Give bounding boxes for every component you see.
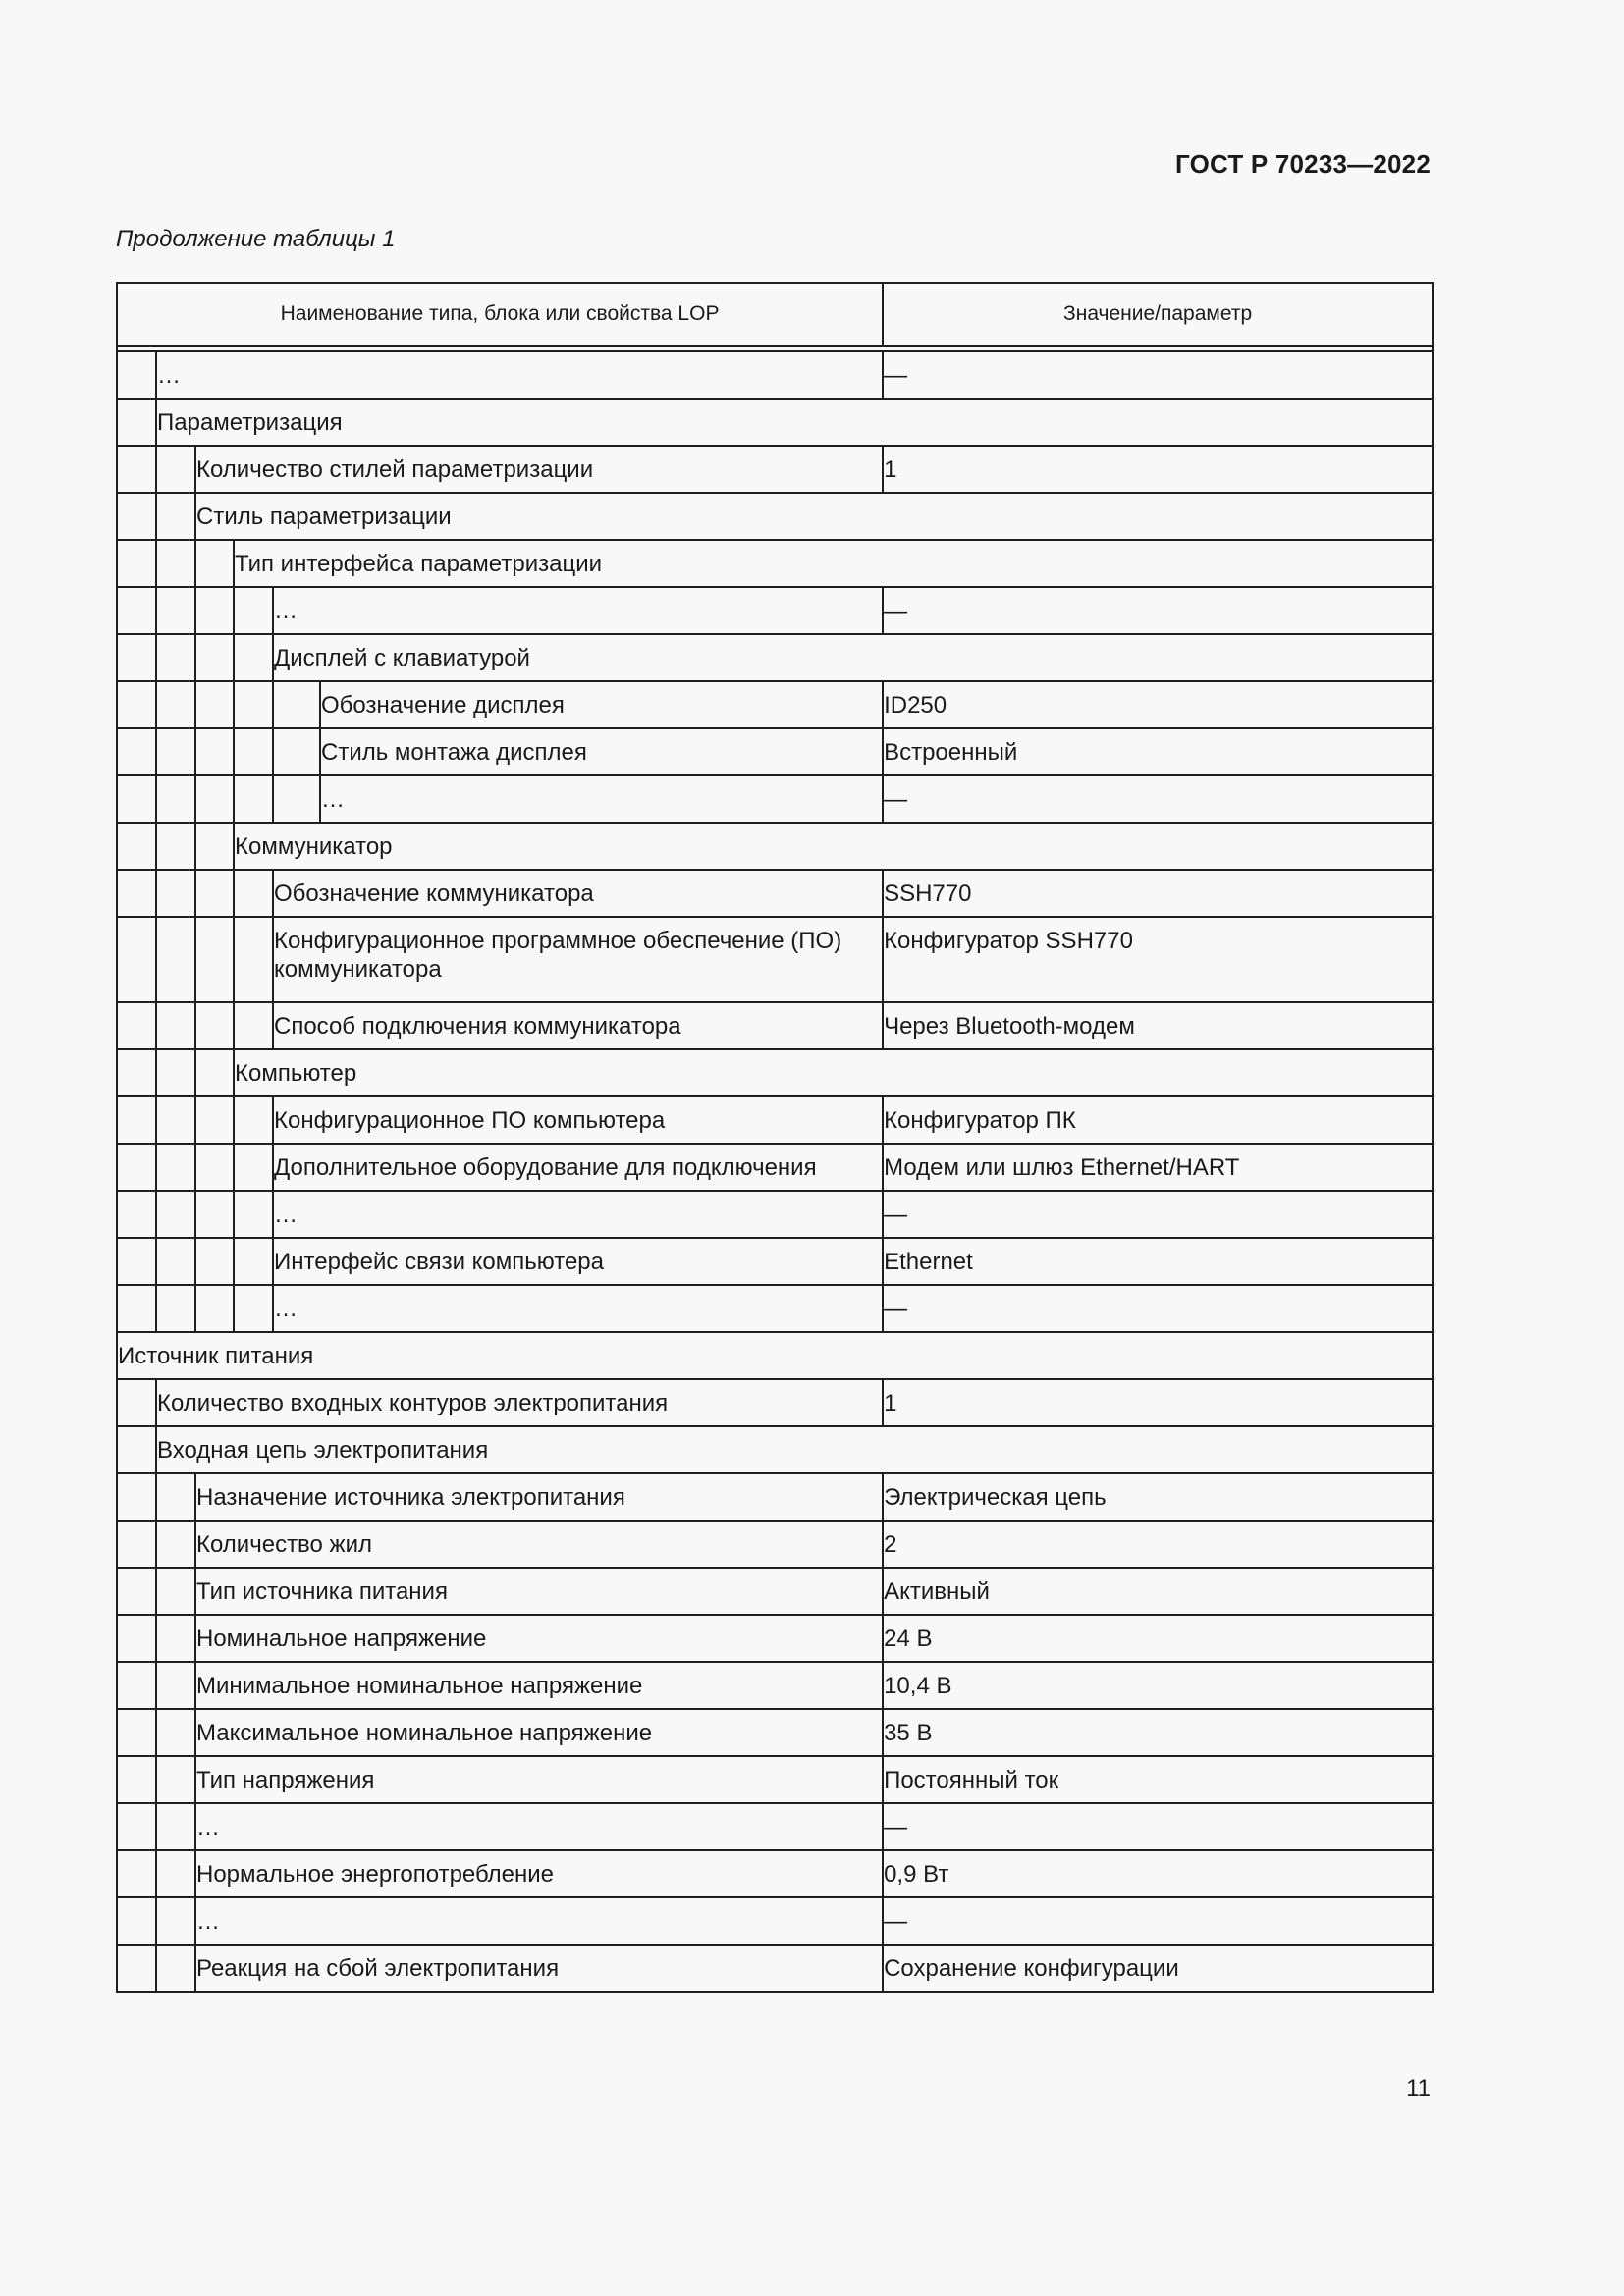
indent-cell: [195, 587, 234, 634]
row-value: —: [883, 1285, 1433, 1332]
indent-cell: [156, 446, 195, 493]
table-row: [117, 1615, 1433, 1662]
row-value: 1: [883, 446, 1433, 493]
indent-cell: [156, 1238, 195, 1285]
table-row: [117, 1473, 1433, 1521]
row-name: Тип интерфейса параметризации: [234, 540, 1433, 587]
indent-cell: [117, 1002, 156, 1049]
indent-cell: [234, 1238, 273, 1285]
row-name: Стиль монтажа дисплея: [320, 728, 883, 775]
row-name: …: [195, 1897, 883, 1945]
indent-cell: [195, 1285, 234, 1332]
indent-cell: [117, 728, 156, 775]
row-name: …: [156, 351, 883, 399]
table-row: [117, 775, 1433, 823]
row-name: Способ подключения коммуникатора: [273, 1002, 883, 1049]
document-id: ГОСТ Р 70233—2022: [1175, 149, 1431, 179]
indent-cell: [117, 1144, 156, 1191]
table-row: [117, 1709, 1433, 1756]
row-name: Обозначение коммуникатора: [273, 870, 883, 917]
row-name: Количество стилей параметризации: [195, 446, 883, 493]
indent-cell: [117, 351, 156, 399]
row-value: —: [883, 1191, 1433, 1238]
row-value: Конфигуратор SSH770: [883, 917, 1433, 1002]
table-row: [117, 1803, 1433, 1850]
indent-cell: [156, 587, 195, 634]
row-value: SSH770: [883, 870, 1433, 917]
indent-cell: [117, 634, 156, 681]
indent-cell: [195, 1191, 234, 1238]
indent-cell: [117, 1426, 156, 1473]
indent-cell: [156, 1803, 195, 1850]
table-row: [117, 1897, 1433, 1945]
row-value: Электрическая цепь: [883, 1473, 1433, 1521]
row-name: Интерфейс связи компьютера: [273, 1238, 883, 1285]
row-name: Реакция на сбой электропитания: [195, 1945, 883, 1992]
row-name: Максимальное номинальное напряжение: [195, 1709, 883, 1756]
indent-cell: [234, 870, 273, 917]
indent-cell: [156, 1850, 195, 1897]
row-name: Конфигурационное программное обеспечение (ПО) коммуникатора: [273, 917, 883, 1002]
row-value: Конфигуратор ПК: [883, 1096, 1433, 1144]
row-value: Ethernet: [883, 1238, 1433, 1285]
indent-cell: [117, 493, 156, 540]
indent-cell: [156, 1049, 195, 1096]
indent-cell: [234, 775, 273, 823]
page-number: 11: [1406, 2075, 1431, 2102]
row-value: —: [883, 775, 1433, 823]
indent-cell: [195, 775, 234, 823]
indent-cell: [234, 587, 273, 634]
table-row: [117, 1756, 1433, 1803]
row-value: Через Bluetooth-модем: [883, 1002, 1433, 1049]
indent-cell: [156, 1096, 195, 1144]
indent-cell: [117, 540, 156, 587]
indent-cell: [117, 1709, 156, 1756]
table-row: [117, 1002, 1433, 1049]
table-row: [117, 1521, 1433, 1568]
table-row: [117, 1049, 1433, 1096]
indent-cell: [156, 1473, 195, 1521]
table-row: [117, 587, 1433, 634]
indent-cell: [117, 1096, 156, 1144]
indent-cell: [117, 446, 156, 493]
indent-cell: [156, 1709, 195, 1756]
row-value: ID250: [883, 681, 1433, 728]
indent-cell: [195, 823, 234, 870]
indent-cell: [234, 728, 273, 775]
indent-cell: [234, 1285, 273, 1332]
indent-cell: [234, 1144, 273, 1191]
indent-cell: [195, 634, 234, 681]
indent-cell: [234, 917, 273, 1002]
table-row: [117, 1238, 1433, 1285]
indent-cell: [195, 917, 234, 1002]
row-name: Коммуникатор: [234, 823, 1433, 870]
indent-cell: [156, 1615, 195, 1662]
table-row: [117, 1096, 1433, 1144]
column-header-name: Наименование типа, блока или свойства LOP: [117, 283, 883, 346]
indent-cell: [156, 540, 195, 587]
row-name: …: [273, 1285, 883, 1332]
indent-cell: [117, 399, 156, 446]
indent-cell: [117, 1803, 156, 1850]
indent-cell: [117, 1521, 156, 1568]
indent-cell: [117, 1285, 156, 1332]
indent-cell: [117, 1897, 156, 1945]
row-value: 35 В: [883, 1709, 1433, 1756]
indent-cell: [195, 870, 234, 917]
row-name: Дисплей с клавиатурой: [273, 634, 1433, 681]
row-value: 24 В: [883, 1615, 1433, 1662]
indent-cell: [195, 540, 234, 587]
indent-cell: [117, 1756, 156, 1803]
row-name: Тип напряжения: [195, 1756, 883, 1803]
table-row: [117, 681, 1433, 728]
row-name: Тип источника питания: [195, 1568, 883, 1615]
row-value: Сохранение конфигурации: [883, 1945, 1433, 1992]
row-name: Обозначение дисплея: [320, 681, 883, 728]
table-row: [117, 1285, 1433, 1332]
table-header-row: [117, 283, 1433, 346]
indent-cell: [156, 823, 195, 870]
row-name: …: [273, 587, 883, 634]
table-row: [117, 1945, 1433, 1992]
row-name: Нормальное энергопотребление: [195, 1850, 883, 1897]
indent-cell: [117, 1191, 156, 1238]
indent-cell: [156, 1662, 195, 1709]
table-row: [117, 446, 1433, 493]
row-name: Компьютер: [234, 1049, 1433, 1096]
row-value: 1: [883, 1379, 1433, 1426]
table-row: [117, 399, 1433, 446]
row-value: Постоянный ток: [883, 1756, 1433, 1803]
row-name: Стиль параметризации: [195, 493, 1433, 540]
row-name: Параметризация: [156, 399, 1433, 446]
row-name: Конфигурационное ПО компьютера: [273, 1096, 883, 1144]
table-row: [117, 540, 1433, 587]
table-row: [117, 493, 1433, 540]
table-body: [117, 351, 1433, 1992]
table-row: [117, 1332, 1433, 1379]
indent-cell: [156, 1191, 195, 1238]
indent-cell: [156, 493, 195, 540]
row-name: …: [320, 775, 883, 823]
indent-cell: [117, 1473, 156, 1521]
table-row: [117, 1191, 1433, 1238]
row-value: —: [883, 587, 1433, 634]
row-name: Минимальное номинальное напряжение: [195, 1662, 883, 1709]
indent-cell: [195, 681, 234, 728]
row-name: …: [273, 1191, 883, 1238]
indent-cell: [156, 870, 195, 917]
indent-cell: [117, 1379, 156, 1426]
row-name: Дополнительное оборудование для подключения: [273, 1144, 883, 1191]
indent-cell: [117, 681, 156, 728]
indent-cell: [156, 1002, 195, 1049]
indent-cell: [156, 1144, 195, 1191]
indent-cell: [273, 681, 320, 728]
table-row: [117, 917, 1433, 1002]
column-header-value: Значение/параметр: [883, 283, 1433, 346]
table-caption: Продолжение таблицы 1: [116, 226, 396, 252]
indent-cell: [156, 775, 195, 823]
indent-cell: [273, 728, 320, 775]
indent-cell: [234, 1002, 273, 1049]
row-value: 2: [883, 1521, 1433, 1568]
row-name: …: [195, 1803, 883, 1850]
indent-cell: [234, 1191, 273, 1238]
table-row: [117, 823, 1433, 870]
indent-cell: [156, 1568, 195, 1615]
indent-cell: [156, 728, 195, 775]
indent-cell: [117, 917, 156, 1002]
indent-cell: [117, 870, 156, 917]
indent-cell: [234, 681, 273, 728]
indent-cell: [117, 1850, 156, 1897]
row-name: Количество входных контуров электропитания: [156, 1379, 883, 1426]
table-row: [117, 1379, 1433, 1426]
indent-cell: [117, 587, 156, 634]
indent-cell: [117, 1615, 156, 1662]
indent-cell: [195, 728, 234, 775]
indent-cell: [117, 1049, 156, 1096]
indent-cell: [195, 1144, 234, 1191]
indent-cell: [117, 1945, 156, 1992]
indent-cell: [234, 1096, 273, 1144]
row-name: Количество жил: [195, 1521, 883, 1568]
table-row: [117, 1426, 1433, 1473]
row-value: 10,4 В: [883, 1662, 1433, 1709]
indent-cell: [234, 634, 273, 681]
indent-cell: [117, 1568, 156, 1615]
row-name: Назначение источника электропитания: [195, 1473, 883, 1521]
row-value: Активный: [883, 1568, 1433, 1615]
table-row: [117, 1662, 1433, 1709]
row-value: Встроенный: [883, 728, 1433, 775]
indent-cell: [195, 1238, 234, 1285]
table-row: [117, 728, 1433, 775]
row-value: —: [883, 1897, 1433, 1945]
row-value: 0,9 Вт: [883, 1850, 1433, 1897]
row-name: Входная цепь электропитания: [156, 1426, 1433, 1473]
indent-cell: [156, 1756, 195, 1803]
indent-cell: [273, 775, 320, 823]
row-value: —: [883, 1803, 1433, 1850]
indent-cell: [195, 1049, 234, 1096]
row-value: —: [883, 351, 1433, 399]
indent-cell: [156, 1521, 195, 1568]
indent-cell: [195, 1002, 234, 1049]
table-row: [117, 1144, 1433, 1191]
indent-cell: [117, 1238, 156, 1285]
row-name: Номинальное напряжение: [195, 1615, 883, 1662]
indent-cell: [156, 634, 195, 681]
table-row: [117, 634, 1433, 681]
indent-cell: [156, 681, 195, 728]
indent-cell: [195, 1096, 234, 1144]
spec-table: [116, 282, 1434, 1993]
table-row: [117, 351, 1433, 399]
row-value: Модем или шлюз Ethernet/HART: [883, 1144, 1433, 1191]
table-row: [117, 870, 1433, 917]
row-name: Источник питания: [117, 1332, 1433, 1379]
indent-cell: [117, 775, 156, 823]
indent-cell: [117, 1662, 156, 1709]
indent-cell: [117, 823, 156, 870]
indent-cell: [156, 917, 195, 1002]
table-row: [117, 1850, 1433, 1897]
indent-cell: [156, 1945, 195, 1992]
indent-cell: [156, 1285, 195, 1332]
table-row: [117, 1568, 1433, 1615]
indent-cell: [156, 1897, 195, 1945]
